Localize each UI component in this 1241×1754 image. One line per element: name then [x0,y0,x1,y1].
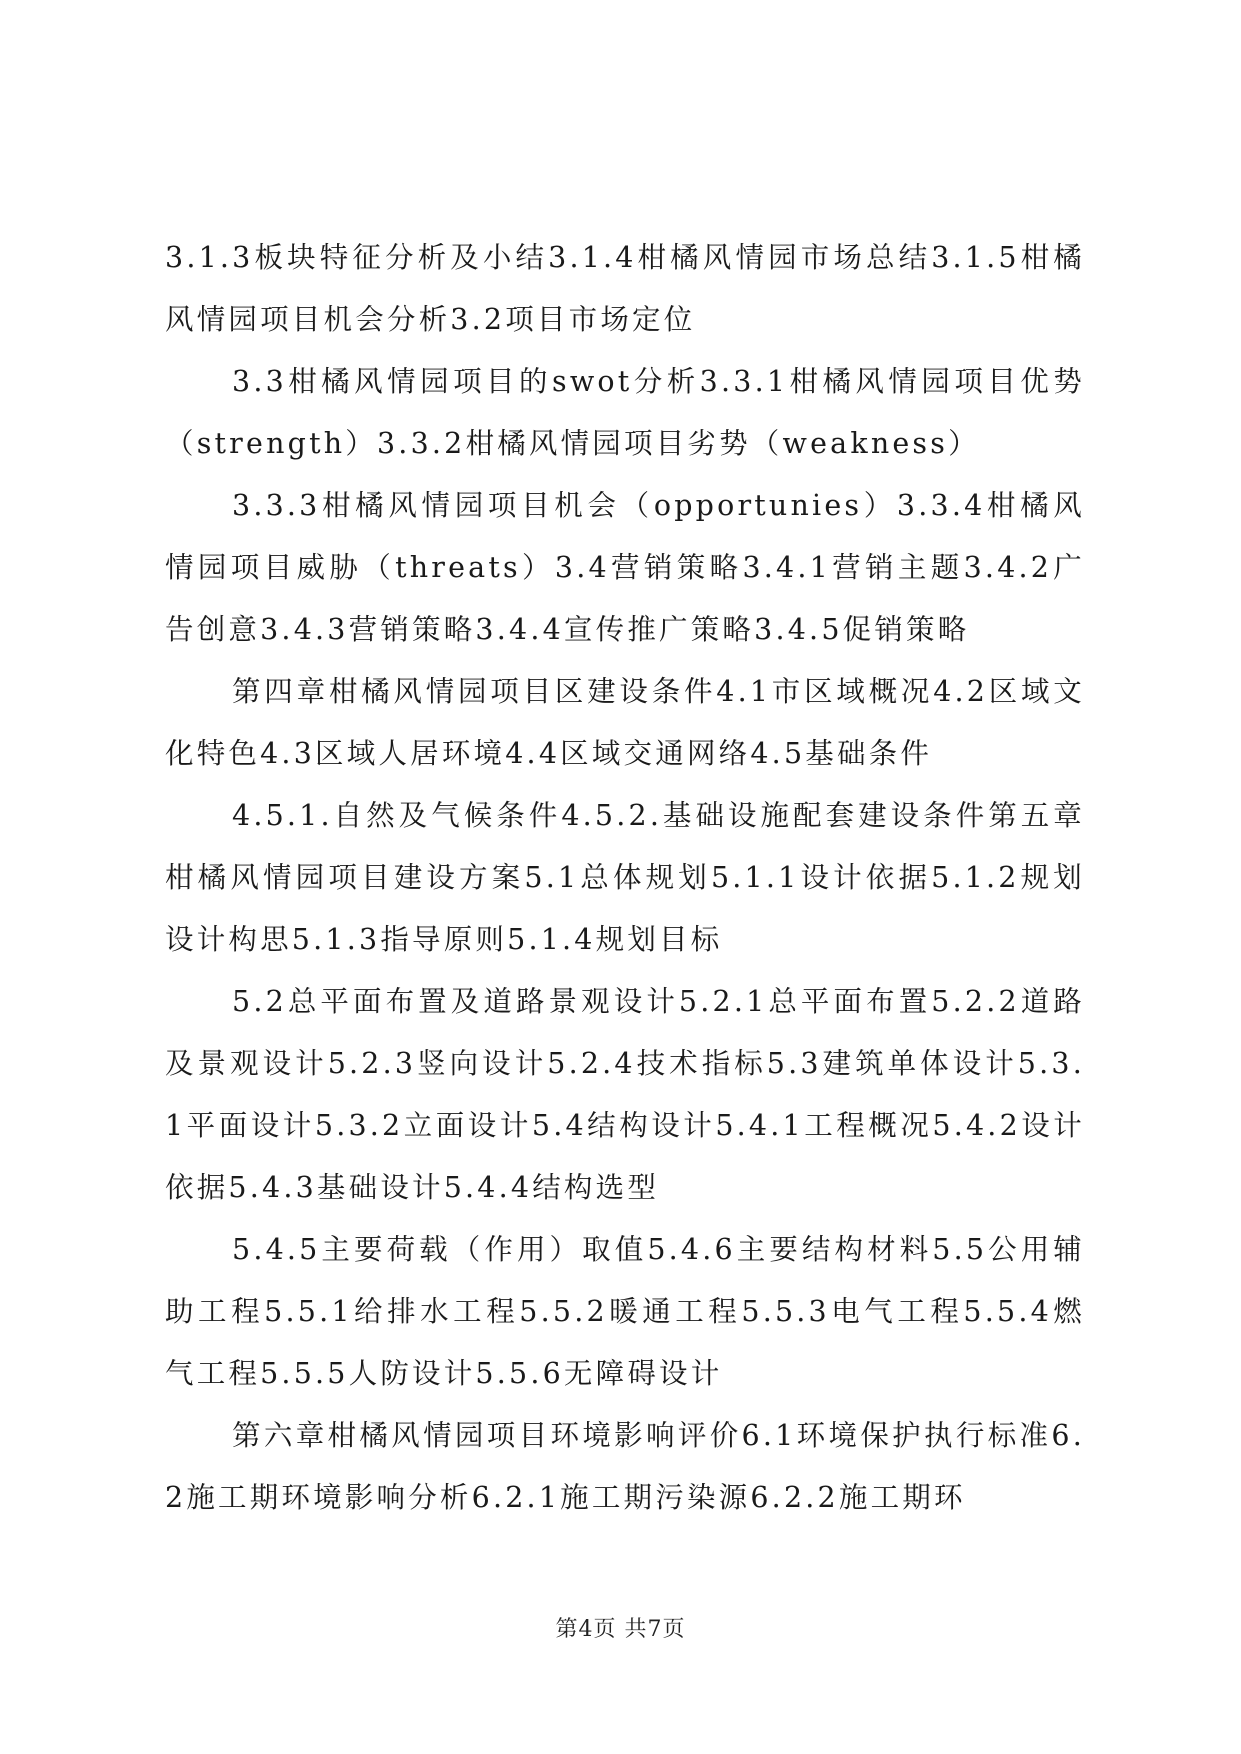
page-footer [0,1612,1241,1643]
document-body [165,227,1085,1529]
paragraph: 4.5.1.自然及气候条件4.5.2.基础设施配套建设条件第五章柑橘风情园项目建设方案5.1总体规划5.1.1设计依据5.1.2规划设计构思5.1.3指导原则5.1.4规划目标 [165,799,1085,956]
paragraph: 5.4.5主要荷载（作用）取值5.4.6主要结构材料5.5公用辅助工程5.5.1给排水工程5.5.2暖通工程5.5.3电气工程5.5.4燃气工程5.5.5人防设计5.5.6无障碍设计 [165,1233,1085,1390]
page-number-label: 第4页 共7页 [555,1617,686,1642]
paragraph: 3.3柑橘风情园项目的swot分析3.3.1柑橘风情园项目优势（strength）3.3.2柑橘风情园项目劣势（weakness） [165,365,1085,460]
paragraph: 3.1.3板块特征分析及小结3.1.4柑橘风情园市场总结3.1.5柑橘风情园项目机会分析3.2项目市场定位 [165,241,1085,336]
paragraph: 3.3.3柑橘风情园项目机会（opportunies）3.3.4柑橘风情园项目威胁（threats）3.4营销策略3.4.1营销主题3.4.2广告创意3.4.3营销策略3.4.4宣传推广策略3.4.5促销策略 [165,489,1085,646]
paragraph: 5.2总平面布置及道路景观设计5.2.1总平面布置5.2.2道路及景观设计5.2.3竖向设计5.2.4技术指标5.3建筑单体设计5.3.1平面设计5.3.2立面设计5.4结构设计5.4.1工程概况5.4.2设计依据5.4.3基础设计5.4.4结构选型 [165,985,1085,1204]
paragraph: 第六章柑橘风情园项目环境影响评价6.1环境保护执行标准6.2施工期环境影响分析6.2.1施工期污染源6.2.2施工期环 [165,1419,1085,1514]
paragraph: 第四章柑橘风情园项目区建设条件4.1市区域概况4.2区域文化特色4.3区域人居环境4.4区域交通网络4.5基础条件 [165,675,1085,770]
